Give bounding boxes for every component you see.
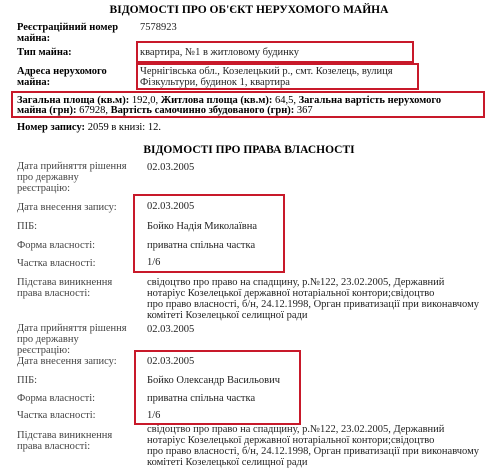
living-area-label: Житлова площа (кв.м): <box>160 95 273 106</box>
ownership-share-label: Частка власності: <box>17 410 96 421</box>
decision-date-value: 02.03.2005 <box>147 324 195 335</box>
basis-line-4: комітеті Козелецької селищної ради <box>147 457 308 468</box>
address-value-2: Фізкультури, будинок 1, квартира <box>140 77 290 88</box>
record-label: Номер запису: <box>17 122 86 133</box>
owner-name-value: Бойко Олександр Васильович <box>147 375 281 386</box>
decision-date-label-3: реєстрацію: <box>17 345 71 356</box>
ownership-share-value: 1/6 <box>147 257 161 268</box>
property-type-value: квартира, №1 в житловому будинку <box>140 47 299 58</box>
entry-date-value: 02.03.2005 <box>147 201 195 212</box>
owner-name-label: ПІБ: <box>17 375 38 386</box>
basis-line-1: свідоцтво про право на спадщину, р.№122, 23.02.2005, Державний <box>147 277 445 288</box>
address-label: Адреса нерухомого <box>17 66 107 77</box>
living-area-value: 64,5, <box>275 95 296 106</box>
section-title-rights: ВІДОМОСТІ ПРО ПРАВА ВЛАСНОСТІ <box>143 144 355 156</box>
property-type-label: Тип майна: <box>17 47 72 58</box>
ownership-form-label: Форма власності: <box>17 393 96 404</box>
ownership-share-value: 1/6 <box>147 410 161 421</box>
entry-date-value: 02.03.2005 <box>147 356 195 367</box>
basis-label-2: права власності: <box>17 288 91 299</box>
basis-label: Підстава виникнення <box>17 430 113 441</box>
decision-date-label: Дата прийняття рішення <box>17 323 127 334</box>
unauthorized-cost-label: Вартість самочинно збудованого (грн): <box>110 105 295 116</box>
basis-line-3: про право власності, б/н, 24.12.1998, Орган приватизації при виконавчому <box>147 446 479 457</box>
owner-name-value: Бойко Надія Миколаївна <box>147 221 257 232</box>
reg-number-label-2: майна: <box>17 33 51 44</box>
total-cost-label: Загальна вартість нерухомого <box>298 95 442 106</box>
highlight-box-type <box>136 41 414 63</box>
basis-label-2: права власності: <box>17 441 91 452</box>
total-cost-label-2: майна (грн): <box>17 105 77 116</box>
basis-line-1: свідоцтво про право на спадщину, р.№122, 23.02.2005, Державний <box>147 424 445 435</box>
record-value: 2059 в книзі: 12. <box>87 122 161 133</box>
basis-label: Підстава виникнення <box>17 277 113 288</box>
ownership-share-label: Частка власності: <box>17 258 96 269</box>
decision-date-label-3: реєстрацію: <box>17 183 71 194</box>
basis-line-2: нотаріус Козелецької державної нотаріальної контори;свідоцтво <box>147 288 435 299</box>
decision-date-label-2: про державну <box>17 172 79 183</box>
total-area-label: Загальна площа (кв.м): <box>17 95 130 106</box>
ownership-form-label: Форма власності: <box>17 240 96 251</box>
decision-date-value: 02.03.2005 <box>147 162 195 173</box>
basis-line-3: про право власності, б/н, 24.12.1998, Орган приватизації при виконавчому <box>147 299 479 310</box>
record-line <box>17 122 161 134</box>
decision-date-label: Дата прийняття рішення <box>17 161 127 172</box>
reg-number-value: 7578923 <box>140 22 177 33</box>
ownership-form-value: приватна спільна частка <box>147 393 256 404</box>
total-cost-value: 67928, <box>79 105 108 116</box>
highlight-box-address <box>136 63 419 90</box>
address-label-2: майна: <box>17 77 51 88</box>
decision-date-label-2: про державну <box>17 334 79 345</box>
owner-name-label: ПІБ: <box>17 221 38 232</box>
reg-number-label: Реєстраційний номер <box>17 22 119 33</box>
address-value: Чернігівська обл., Козелецький р., смт. Козелець, вулиця <box>140 66 393 77</box>
entry-date-label: Дата внесення запису: <box>17 356 117 367</box>
highlight-box-area <box>11 91 485 118</box>
basis-line-2: нотаріус Козелецької державної нотаріальної контори;свідоцтво <box>147 435 435 446</box>
unauthorized-cost-value: 367 <box>296 105 313 116</box>
highlight-box-owner-1 <box>133 194 285 273</box>
total-area-value: 192,0, <box>131 95 159 106</box>
entry-date-label: Дата внесення запису: <box>17 202 117 213</box>
section-title-property: ВІДОМОСТІ ПРО ОБ'ЄКТ НЕРУХОМОГО МАЙНА <box>109 4 389 16</box>
basis-line-4: комітеті Козелецької селищної ради <box>147 310 308 321</box>
ownership-form-value: приватна спільна частка <box>147 240 256 251</box>
highlight-box-owner-2 <box>134 350 301 425</box>
